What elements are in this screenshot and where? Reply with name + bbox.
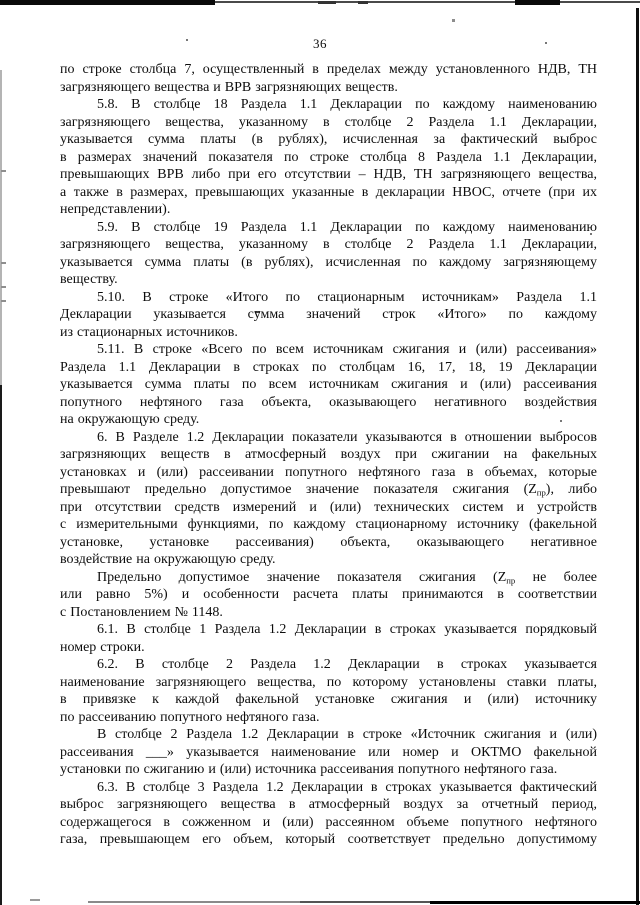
text-line: газа, превышающем его объем, который соответствует предельно допустимому xyxy=(60,832,597,847)
text-line: 6.3. В столбце 3 Раздела 1.2 Декларации в строках указывается фактический xyxy=(97,779,597,795)
paragraph xyxy=(60,621,597,656)
page-number: 36 xyxy=(313,36,327,51)
paragraph xyxy=(60,656,597,726)
text-line: из стационарных источников. xyxy=(60,324,238,340)
text-line: 5.11. В строке «Всего по всем источникам сжигания и (или) рассеивания» xyxy=(97,342,597,357)
scan-artifact-top-dash xyxy=(318,1,336,4)
text-line: загрязняющих веществ в атмосферный воздух при сжигании на факельных xyxy=(60,447,597,462)
paragraph xyxy=(60,341,597,429)
text-line: на окружающую среду. xyxy=(60,412,200,427)
paragraph xyxy=(60,726,597,779)
text-line: Раздела 1.1 Декларации в строках по столбцам 16, 17, 18, 19 Декларации xyxy=(60,359,597,375)
text-line: веществу. xyxy=(60,272,118,287)
text-line: по строке столбца 7, осуществленный в пределах между установленного НДВ, ТН xyxy=(60,62,597,77)
document-text xyxy=(60,61,597,849)
scan-artifact-left-edge xyxy=(0,70,2,385)
text-line: установке, установке рассеивания) объекта, оказывающего негативное xyxy=(60,534,597,550)
scan-artifact-bottom-edge xyxy=(300,901,430,903)
text-line: содержащегося в сожженном и (или) рассеянном объеме попутного нефтяного xyxy=(60,814,597,830)
text-line: указывается сумма платы (в рублях), исчисленная по каждому загрязняющему xyxy=(60,254,597,270)
text-line: 6.2. В столбце 2 Раздела 1.2 Декларации в строках указывается xyxy=(97,657,597,672)
text-line: в размерах значений показателя по строке столбца 8 Раздела 1.1 Декларации, xyxy=(60,149,597,165)
text-line: попутного нефтяного газа объекта, оказывающего негативного воздействия xyxy=(60,394,597,410)
paragraph xyxy=(60,96,597,219)
scan-artifact-right-edge xyxy=(636,8,639,905)
scan-speck xyxy=(452,19,455,22)
paragraph xyxy=(60,289,597,342)
text-line: указывается сумма платы (в рублях), исчисленная за фактический выброс xyxy=(60,132,597,147)
text-line: наименование загрязняющего вещества, по которому установлены ставки платы, xyxy=(60,674,597,690)
text-line: при отсутствии средств измерений и (или) технических систем и устройств xyxy=(60,499,597,515)
paragraph xyxy=(60,779,597,849)
text-line: превышающих ВРВ либо при его отсутствии – НДВ, ТН загрязняющего вещества, xyxy=(60,167,597,182)
scan-artifact-bottom-edge xyxy=(88,901,300,903)
text-line: в привязке к каждой факельной установке сжигания и (или) источнику xyxy=(60,692,597,707)
scan-artifact-bottom-dash xyxy=(30,899,40,901)
text-line: по рассеиванию попутного нефтяного газа. xyxy=(60,709,320,725)
text-line: указывается сумма платы по всем источникам сжигания и (или) рассеивания xyxy=(60,377,597,392)
scan-artifact-left-edge xyxy=(0,385,2,905)
text-line: рассеивания ___» указывается наименование или номер и ОКТМО факельной xyxy=(60,744,597,760)
text-line: 5.9. В столбце 19 Раздела 1.1 Декларации по каждому наименованию xyxy=(97,219,597,235)
text-line: загрязняющего вещества и ВРВ загрязняющих веществ. xyxy=(60,79,398,95)
text-line: Предельно допустимое значение показателя сжигания ($Z_{пр}$ не более xyxy=(97,569,598,586)
paragraph xyxy=(60,61,597,96)
paragraph xyxy=(60,429,597,569)
text-line: с Постановлением № 1148. xyxy=(60,604,223,620)
text-line: 5.8. В столбце 18 Раздела 1.1 Декларации по каждому наименованию xyxy=(97,97,597,112)
scan-artifact-bottom-edge xyxy=(430,901,640,904)
scan-margin-tick xyxy=(1,300,6,302)
text-line: Декларации указывается сумма значений строк «Итого» по каждому xyxy=(60,307,597,322)
scan-artifact-top-dash xyxy=(358,1,368,4)
scan-margin-tick xyxy=(1,262,6,264)
text-line: 6. В Разделе 1.2 Декларации показатели указываются в отношении выбросов xyxy=(97,429,597,445)
scan-artifact-top-bar-left xyxy=(0,0,215,5)
text-line: установки по сжиганию и (или) источника рассеивания попутного нефтяного газа. xyxy=(60,762,558,777)
text-line: загрязняющего вещества, указанному в столбце 2 Раздела 1.1 Декларации, xyxy=(60,114,597,130)
paragraph xyxy=(60,569,597,622)
text-line: 6.1. В столбце 1 Раздела 1.2 Декларации в строках указывается порядковый xyxy=(97,622,597,637)
text-line: номер строки. xyxy=(60,639,145,655)
scan-margin-tick xyxy=(1,170,6,172)
text-line: а также в размерах, превышающих указанные в декларации НВОС, отчете (при их xyxy=(60,184,597,200)
scan-margin-tick xyxy=(1,286,6,288)
text-line: загрязняющего вещества, указанному в столбце 2 Раздела 1.1 Декларации, xyxy=(60,237,597,252)
text-line: с измерительными функциями, по каждому стационарному источнику (факельной xyxy=(60,517,597,532)
text-line: 5.10. В строке «Итого по стационарным источникам» Раздела 1.1 xyxy=(97,289,597,305)
text-line: превышают предельно допустимое значение показателя сжигания $(Z_{пр})$, либо xyxy=(60,482,598,498)
text-line: или равно 5%) и особенности расчета платы принимаются в соответствии xyxy=(60,587,597,602)
text-line: установках и (или) рассеивании попутного нефтяного газа в объемах, которые xyxy=(60,464,597,480)
text-line: воздействие на окружающую среду. xyxy=(60,552,276,567)
scan-artifact-top-bar-mid xyxy=(515,0,560,5)
text-line: выброс загрязняющего вещества в атмосферный воздух за отчетный период, xyxy=(60,797,597,812)
text-line: непредставлении). xyxy=(60,202,171,217)
paragraph xyxy=(60,219,597,289)
text-line: В столбце 2 Раздела 1.2 Декларации в строке «Источник сжигания и (или) xyxy=(97,727,597,742)
